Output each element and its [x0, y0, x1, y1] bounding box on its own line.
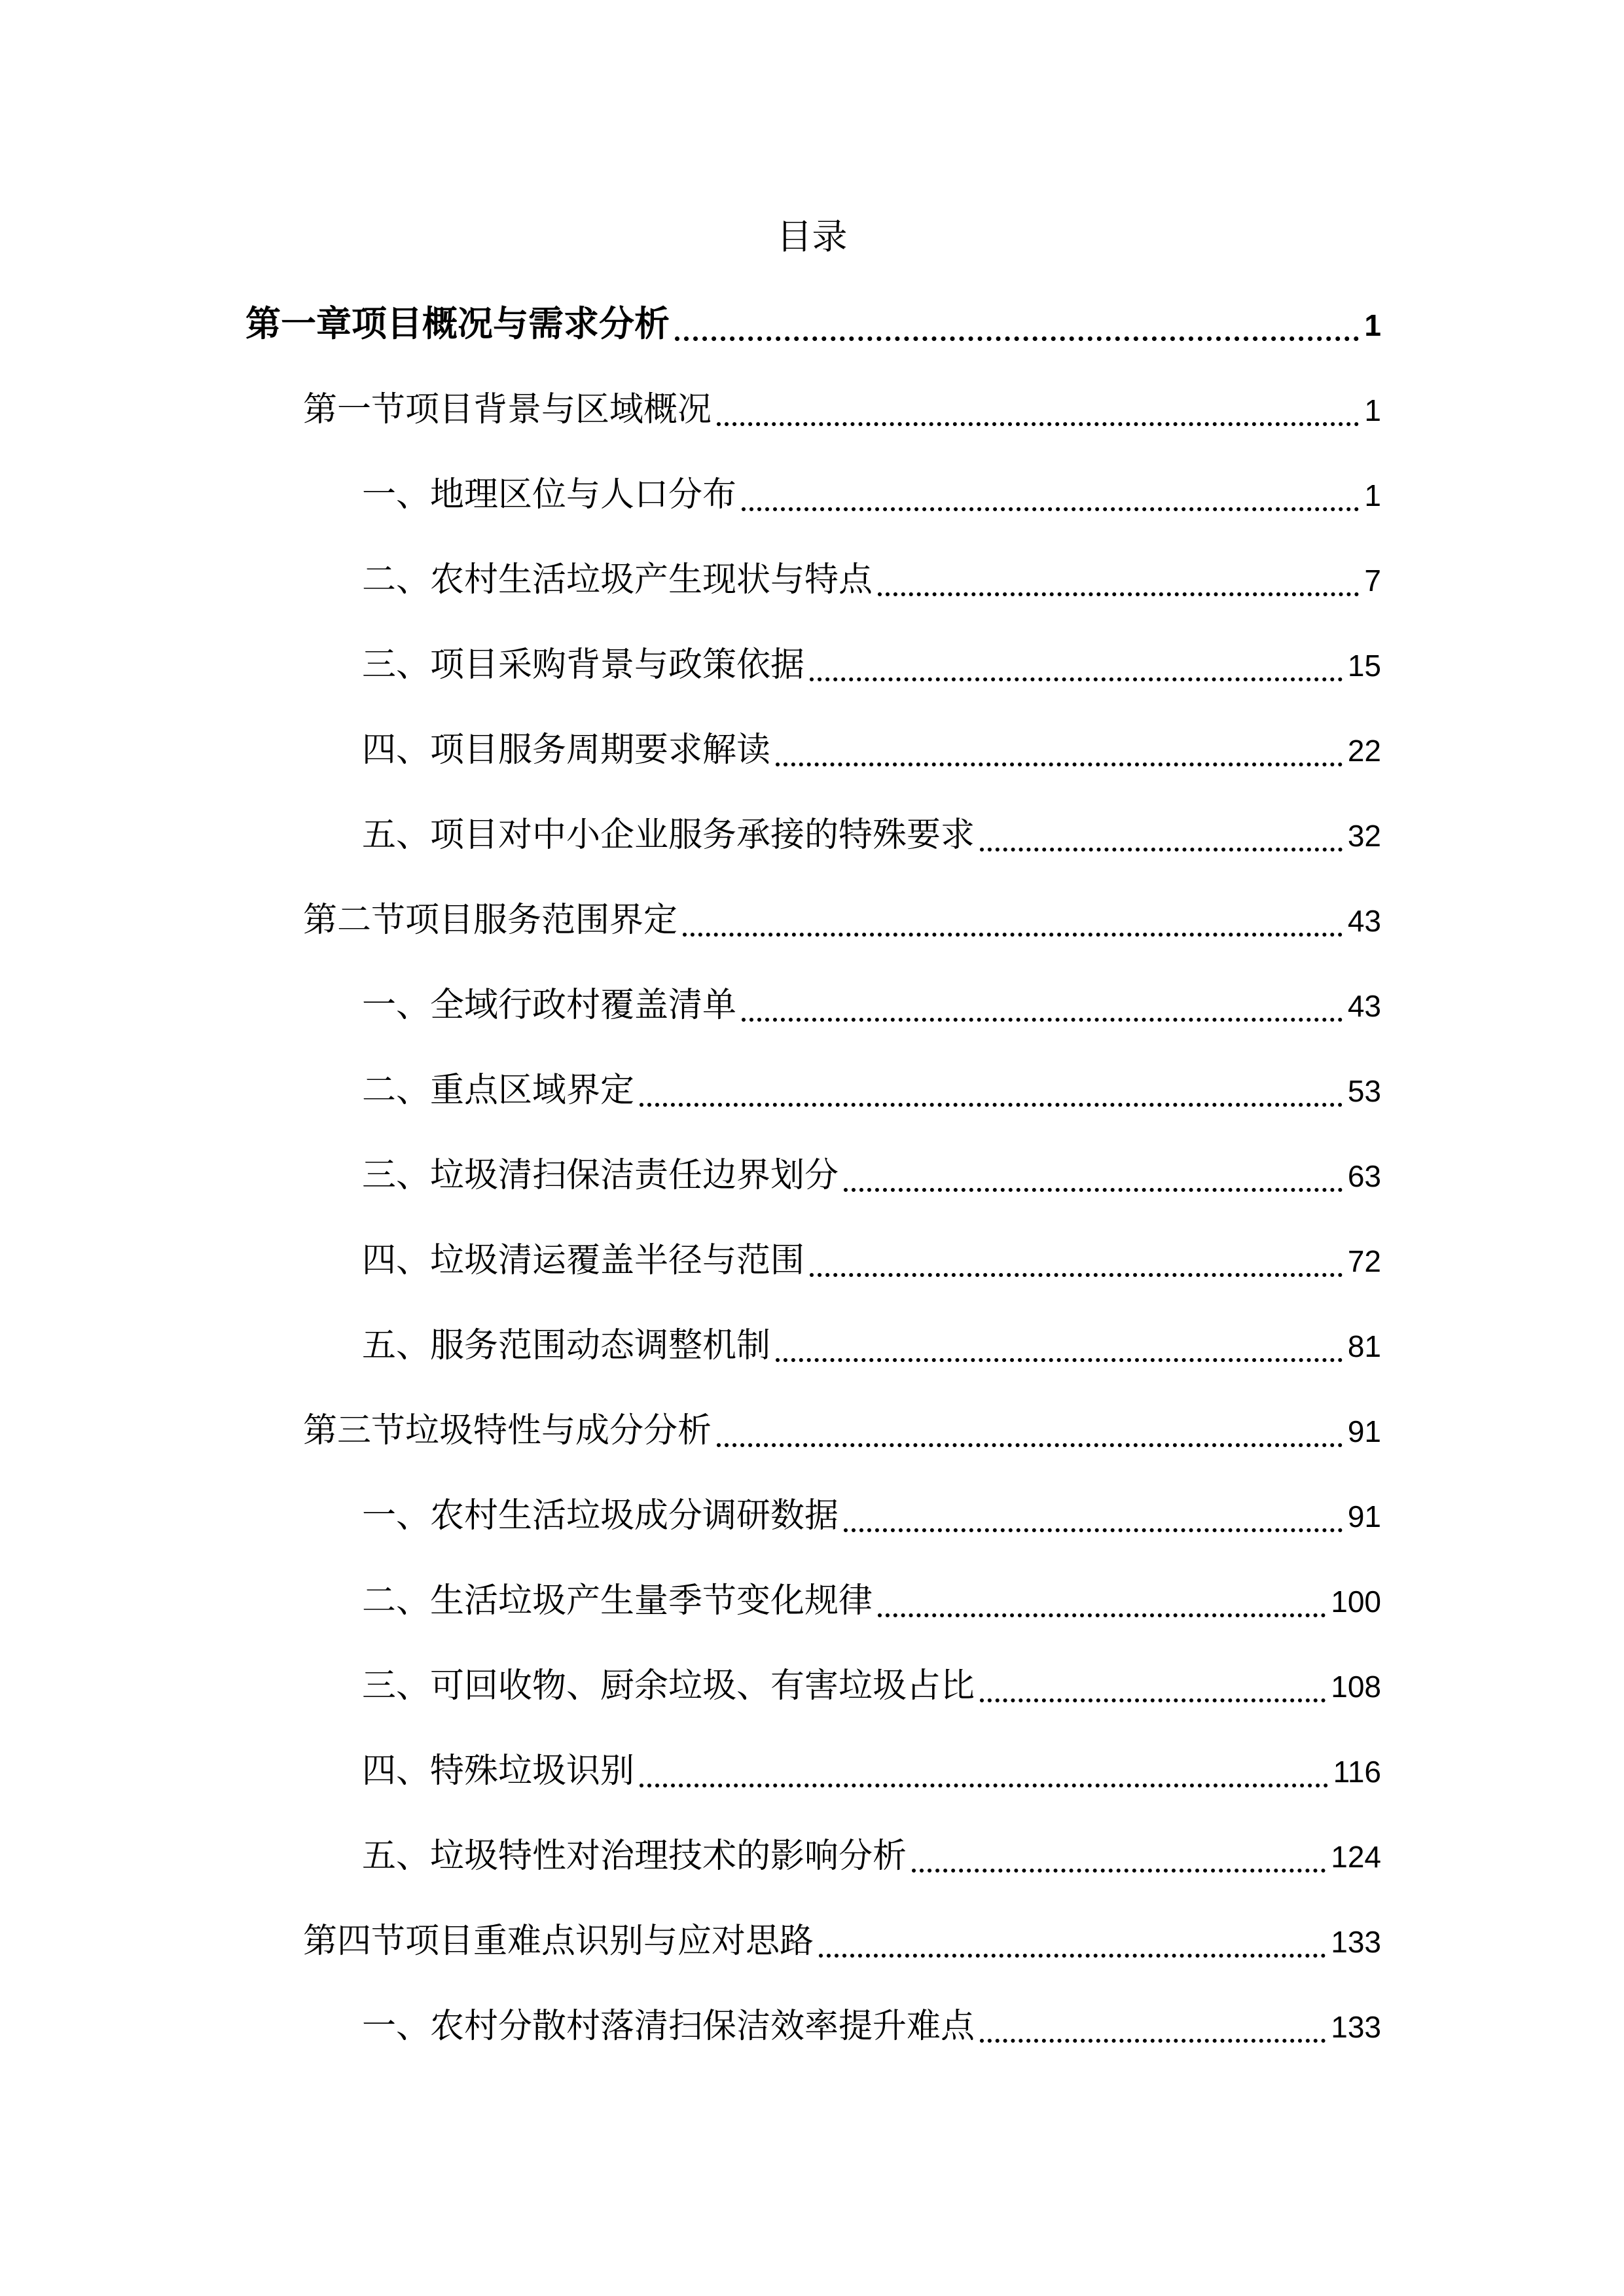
toc-entry[interactable] — [362, 1745, 1381, 1797]
page-title: 目录 — [776, 216, 848, 257]
toc-page-number: 91 — [1347, 1499, 1381, 1534]
toc-entry-title: 四、特殊垃圾识别 — [362, 1751, 635, 1791]
toc-dot-leader — [980, 2039, 1326, 2043]
toc-entry-title: 第四节项目重难点识别与应对思路 — [303, 1922, 814, 1961]
toc-page-number: 81 — [1347, 1329, 1381, 1363]
toc-entry[interactable] — [362, 724, 1381, 776]
toc-page-number: 43 — [1347, 989, 1381, 1023]
toc-dot-leader — [683, 933, 1343, 937]
toc-page-number: 32 — [1347, 819, 1381, 853]
toc-entry-title: 一、地理区位与人口分布 — [362, 475, 737, 514]
toc-entry-title: 第一节项目背景与区域概况 — [303, 390, 712, 429]
toc-entry-title: 二、重点区域界定 — [362, 1071, 635, 1110]
toc-dot-leader — [742, 507, 1359, 511]
toc-entry-title: 第一章项目概况与需求分析 — [245, 303, 670, 344]
toc-entry-title: 二、生活垃圾产生量季节变化规律 — [362, 1581, 873, 1621]
toc-page-number: 1 — [1364, 478, 1381, 512]
toc-dot-leader — [640, 1103, 1343, 1107]
toc-entry[interactable] — [362, 1660, 1381, 1712]
toc-dot-leader — [819, 1954, 1326, 1958]
toc-entry[interactable] — [362, 639, 1381, 691]
toc-dot-leader — [717, 422, 1359, 426]
toc-entry[interactable] — [362, 1319, 1381, 1372]
toc-page-number: 124 — [1331, 1840, 1381, 1874]
toc-entry[interactable] — [303, 1915, 1381, 1967]
toc-dot-leader — [980, 1698, 1326, 1702]
toc-page-number: 7 — [1364, 564, 1381, 598]
toc-dot-leader — [878, 1613, 1326, 1617]
toc-dot-leader — [980, 848, 1343, 852]
toc-page-number: 133 — [1331, 2010, 1381, 2044]
toc-page-number: 53 — [1347, 1074, 1381, 1108]
toc-entry[interactable] — [362, 1830, 1381, 1882]
toc-entry-title: 二、农村生活垃圾产生现状与特点 — [362, 560, 873, 600]
toc-dot-leader — [776, 762, 1343, 766]
toc-entry-title: 五、垃圾特性对治理技术的影响分析 — [362, 1837, 907, 1876]
toc-page-number: 72 — [1347, 1244, 1381, 1278]
toc-dot-leader — [844, 1188, 1343, 1192]
toc-entry[interactable] — [362, 809, 1381, 861]
toc-entry[interactable] — [362, 469, 1381, 521]
toc-dot-leader — [912, 1869, 1326, 1873]
toc-dot-leader — [810, 1273, 1343, 1277]
toc-page-number: 1 — [1364, 308, 1381, 342]
toc-entry-title: 四、垃圾清运覆盖半径与范围 — [362, 1241, 805, 1280]
toc-entry-title: 一、农村分散村落清扫保洁效率提升难点 — [362, 2007, 975, 2046]
toc-page-number: 63 — [1347, 1159, 1381, 1193]
toc-page-number: 133 — [1331, 1925, 1381, 1959]
toc-entry-title: 一、农村生活垃圾成分调研数据 — [362, 1496, 839, 1535]
toc-page-number: 91 — [1347, 1414, 1381, 1448]
toc-entry[interactable] — [362, 2000, 1381, 2053]
toc-entry-title: 第二节项目服务范围界定 — [303, 901, 678, 940]
toc-entry[interactable] — [362, 554, 1381, 606]
toc-entry[interactable] — [303, 894, 1381, 946]
toc-entry[interactable] — [303, 1405, 1381, 1457]
toc-entry-title: 三、可回收物、厨余垃圾、有害垃圾占比 — [362, 1666, 975, 1706]
toc-entry[interactable] — [362, 1149, 1381, 1202]
toc-entry-title: 五、服务范围动态调整机制 — [362, 1326, 771, 1365]
toc-page-number: 43 — [1347, 904, 1381, 938]
toc-dot-leader — [844, 1528, 1343, 1532]
toc-entry-title: 一、全域行政村覆盖清单 — [362, 986, 737, 1025]
toc-entry[interactable] — [362, 1064, 1381, 1117]
toc-entry[interactable] — [362, 1234, 1381, 1287]
toc-dot-leader — [810, 677, 1343, 681]
toc-entry[interactable] — [245, 298, 1381, 350]
toc-entry-title: 三、项目采购背景与政策依据 — [362, 645, 805, 685]
toc-page-number: 100 — [1331, 1585, 1381, 1619]
toc-entry-title: 四、项目服务周期要求解读 — [362, 730, 771, 770]
toc-dot-leader — [776, 1358, 1343, 1362]
toc-page-number: 15 — [1347, 649, 1381, 683]
toc-dot-leader — [640, 1784, 1328, 1787]
toc-entry[interactable] — [303, 384, 1381, 436]
toc-entry[interactable] — [362, 1575, 1381, 1627]
toc-page-number: 108 — [1331, 1670, 1381, 1704]
toc-page-number: 22 — [1347, 734, 1381, 768]
toc-dot-leader — [675, 336, 1359, 341]
toc-dot-leader — [878, 592, 1359, 596]
toc-page-number: 116 — [1333, 1755, 1381, 1789]
toc-entry-title: 第三节垃圾特性与成分分析 — [303, 1411, 712, 1450]
toc-entry-title: 五、项目对中小企业服务承接的特殊要求 — [362, 816, 975, 855]
toc-entry[interactable] — [362, 1490, 1381, 1542]
toc-dot-leader — [742, 1018, 1343, 1022]
toc-entry-title: 三、垃圾清扫保洁责任边界划分 — [362, 1156, 839, 1195]
toc-entry[interactable] — [362, 979, 1381, 1031]
toc-page-number: 1 — [1364, 393, 1381, 427]
toc-dot-leader — [717, 1443, 1343, 1447]
